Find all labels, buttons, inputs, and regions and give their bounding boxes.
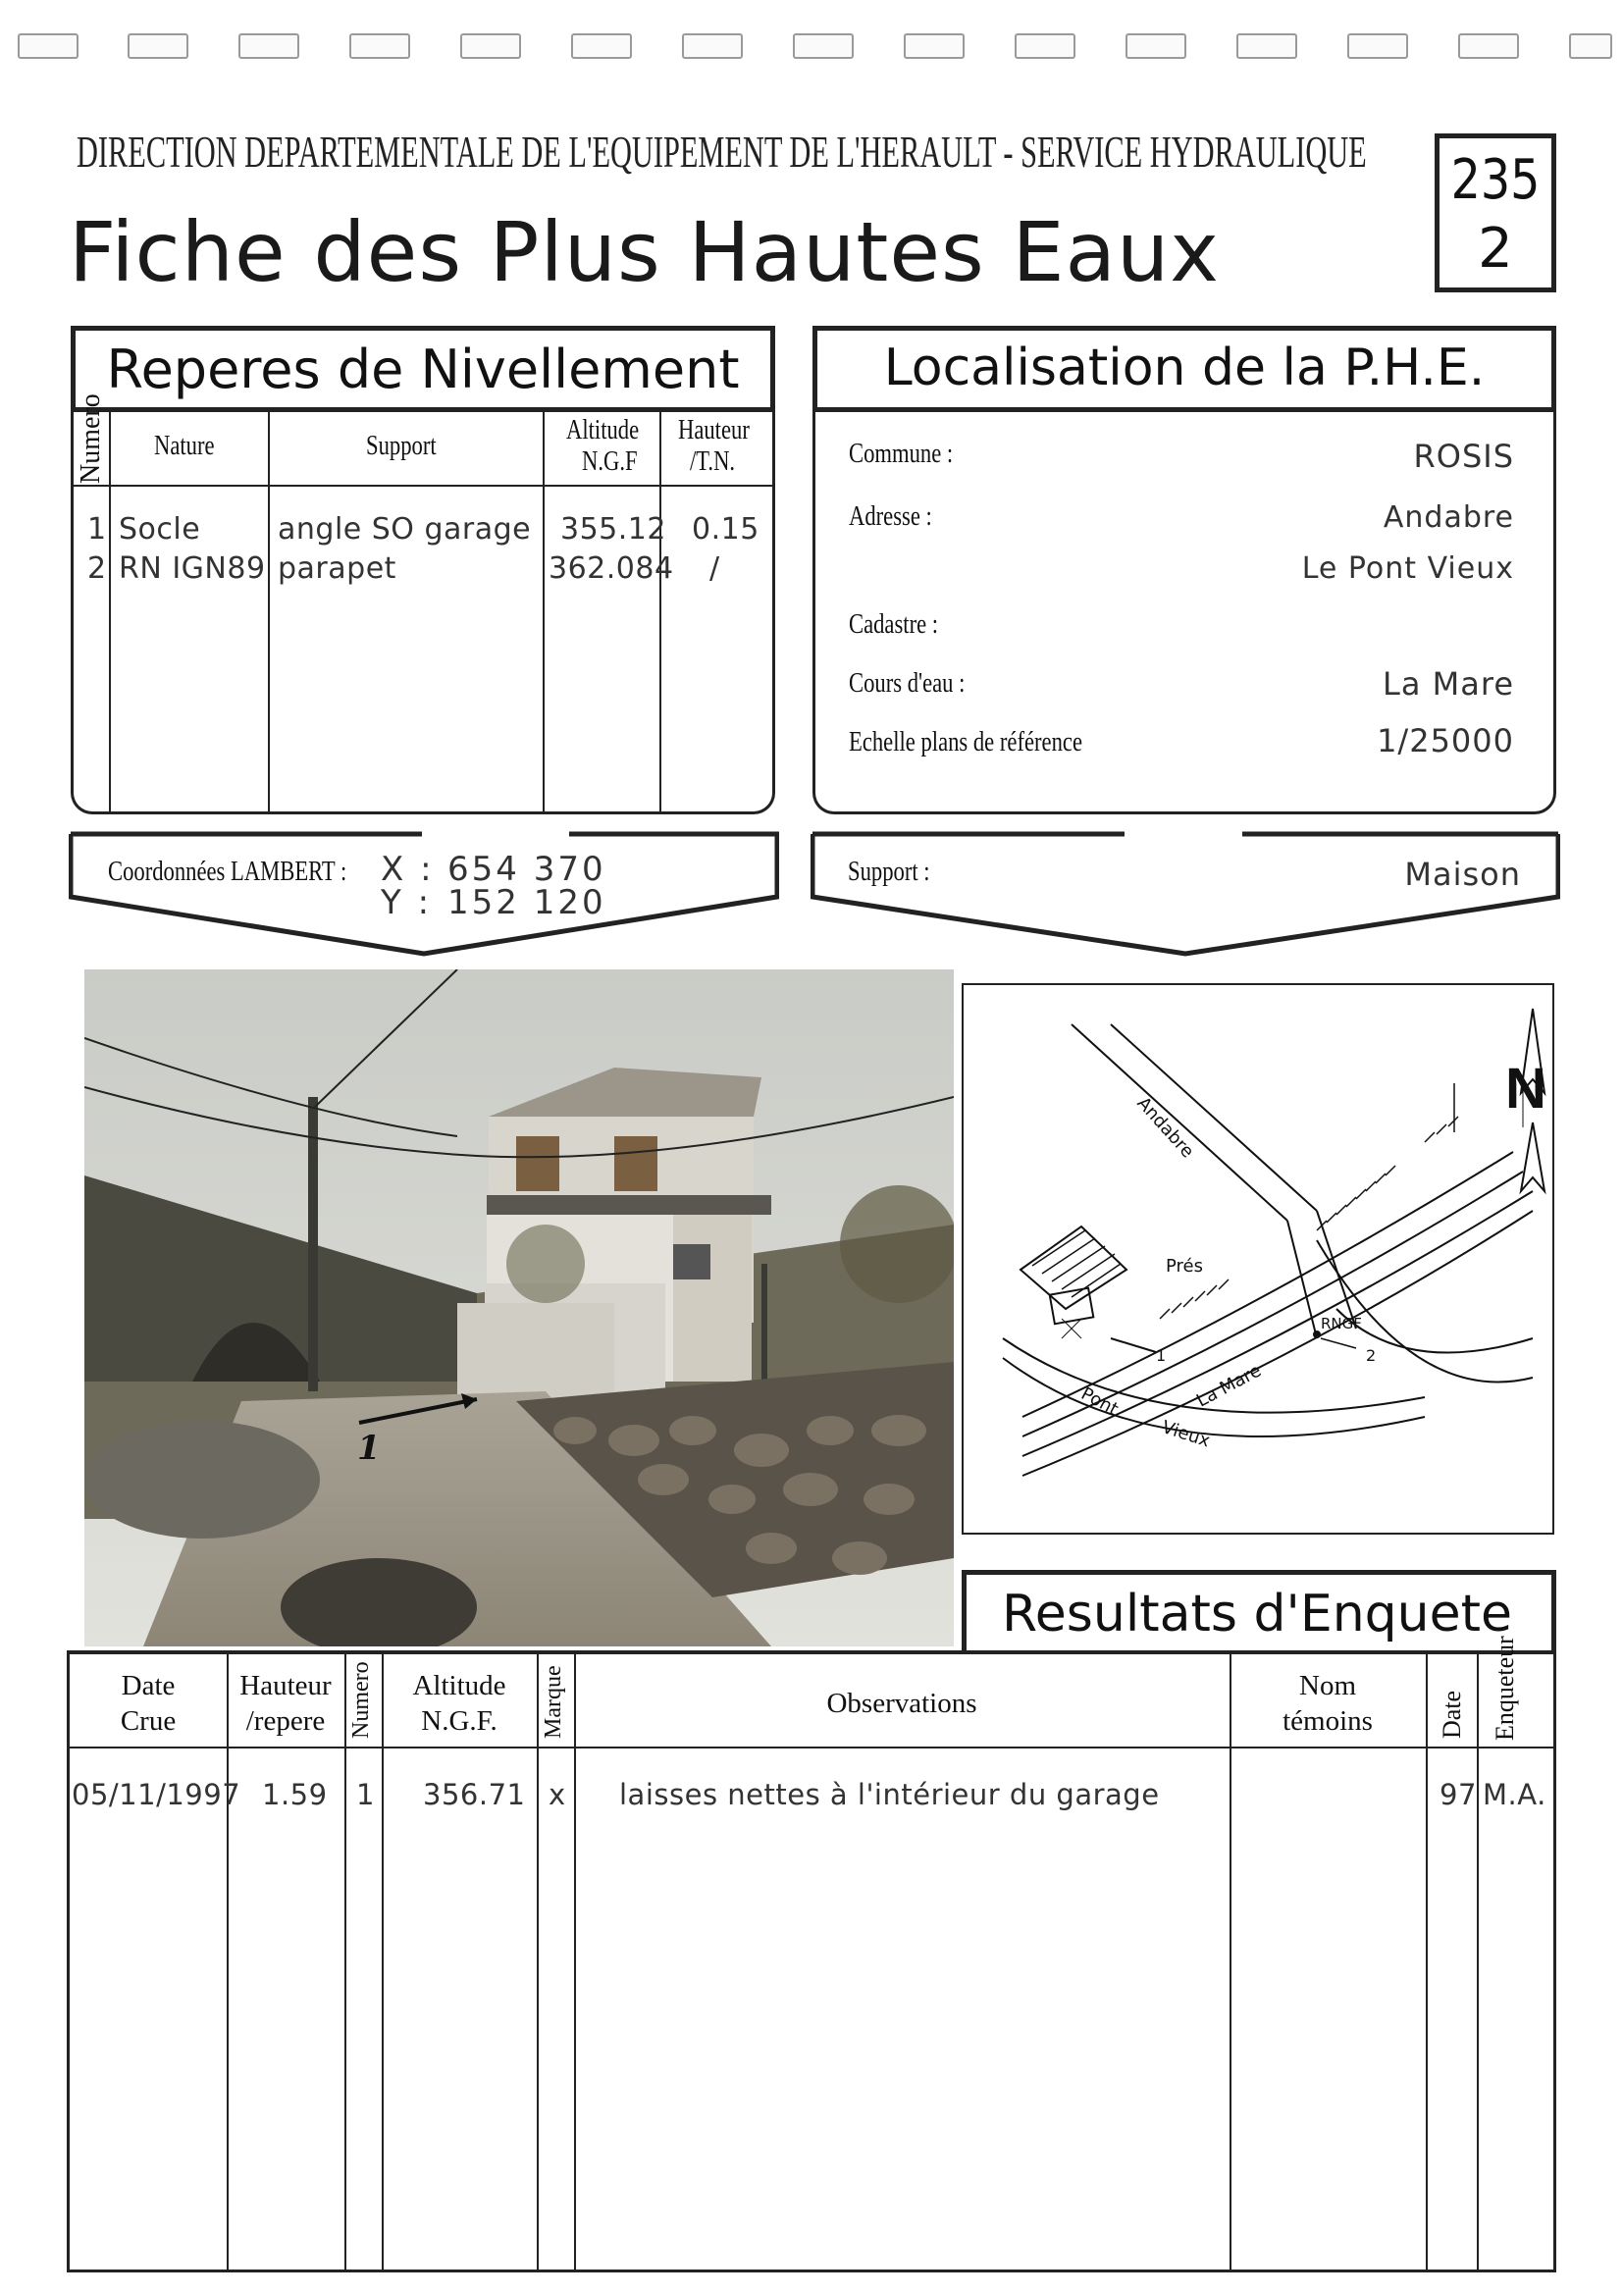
header-numero: Numero xyxy=(76,393,106,484)
header-altitude: Altitude N.G.F. xyxy=(412,1670,506,1737)
header-hauteur-repere: Hauteur /repere xyxy=(239,1670,332,1737)
header-divider xyxy=(70,1747,1553,1748)
header-enqueteur: Enqueteur xyxy=(1491,1636,1519,1741)
col-divider xyxy=(659,410,661,811)
row-marque: x xyxy=(549,1778,566,1811)
reperes-title: Reperes de Nivellement xyxy=(106,339,740,400)
row-altitude: 355.12 xyxy=(560,512,666,547)
echelle-label: Echelle plans de référence xyxy=(849,726,1082,757)
header-marque: Marque xyxy=(541,1665,566,1739)
row-altitude: 356.71 xyxy=(423,1778,526,1811)
lambert-x-label: X : xyxy=(381,850,435,889)
cours-eau-label: Cours d'eau : xyxy=(849,667,966,699)
support-label: Support : xyxy=(848,856,930,887)
header-date-enquete: Date xyxy=(1438,1690,1466,1739)
col-divider xyxy=(268,410,270,811)
punch-hole xyxy=(1236,33,1297,59)
header-hauteur-unit: /T.N. xyxy=(690,445,736,477)
adresse-line1: Andabre xyxy=(1383,500,1514,535)
row-altitude: 362.084 xyxy=(549,551,674,586)
header-altitude-unit: N.G.F xyxy=(582,445,638,477)
punch-hole xyxy=(682,33,743,59)
punch-hole xyxy=(1126,33,1186,59)
header-date-crue: Date Crue xyxy=(120,1670,177,1737)
header-numero: Numero xyxy=(348,1661,374,1739)
punch-hole xyxy=(1458,33,1519,59)
punch-hole xyxy=(571,33,632,59)
lambert-y-value: 152 120 xyxy=(447,883,606,922)
reference-number: 235 xyxy=(1450,148,1541,212)
row-support: parapet xyxy=(278,551,396,586)
adresse-line2: Le Pont Vieux xyxy=(1301,551,1514,586)
map-label-rngf: RNGF xyxy=(1321,1315,1362,1332)
reperes-table xyxy=(71,393,775,814)
row-enqueteur: M.A. xyxy=(1483,1778,1546,1811)
map-label-vieux: Vieux xyxy=(1159,1417,1213,1452)
reference-subnumber: 2 xyxy=(1478,217,1513,281)
row-nature: RN IGN89 xyxy=(119,551,266,586)
row-date-enquete: 97 xyxy=(1440,1778,1477,1811)
row-number: 2 xyxy=(87,551,107,586)
punch-hole xyxy=(1569,33,1612,59)
location-map xyxy=(962,983,1554,1535)
row-support: angle SO garage xyxy=(278,512,532,547)
localisation-panel xyxy=(812,410,1556,814)
header-support: Support xyxy=(366,430,437,461)
support-value: Maison xyxy=(1404,856,1521,893)
header-divider xyxy=(74,485,772,487)
page-title: Fiche des Plus Hautes Eaux xyxy=(69,204,1220,300)
resultats-title: Resultats d'Enquete xyxy=(1002,1585,1512,1644)
localisation-title-box xyxy=(812,326,1556,412)
lambert-x-value: 654 370 xyxy=(447,850,606,889)
row-numero: 1 xyxy=(356,1778,375,1811)
row-hauteur: 0.15 xyxy=(692,512,759,547)
reperes-title-box xyxy=(71,326,775,412)
punch-hole xyxy=(793,33,854,59)
commune-label: Commune : xyxy=(849,438,954,469)
map-label-pont: Pont xyxy=(1077,1383,1123,1421)
header-hauteur: Hauteur xyxy=(678,414,750,445)
header-nature: Nature xyxy=(154,430,215,461)
row-date: 05/11/1997 xyxy=(72,1778,241,1811)
lambert-label: Coordonnées LAMBERT : xyxy=(108,856,347,887)
row-nature: Socle xyxy=(119,512,201,547)
row-observations: laisses nettes à l'intérieur du garage xyxy=(619,1778,1160,1811)
row-number: 1 xyxy=(87,512,107,547)
cours-eau-value: La Mare xyxy=(1383,665,1514,703)
punch-hole xyxy=(1015,33,1075,59)
org-header: DIRECTION DEPARTEMENTALE DE L'EQUIPEMENT DE L'HERAULT - SERVICE HYDRAULIQUE xyxy=(77,127,1367,177)
punch-hole xyxy=(238,33,299,59)
site-photo xyxy=(84,969,954,1646)
header-altitude: Altitude xyxy=(566,414,640,445)
punch-hole xyxy=(18,33,79,59)
map-north-label: N xyxy=(1505,1057,1546,1121)
lambert-y-label: Y : xyxy=(381,883,433,922)
adresse-label: Adresse : xyxy=(849,500,932,532)
map-label-la-mare: La Mare xyxy=(1193,1360,1265,1412)
map-label-point1: 1 xyxy=(1156,1346,1167,1365)
row-hauteur: 1.59 xyxy=(262,1778,328,1811)
resultats-title-box xyxy=(962,1570,1556,1652)
punch-hole xyxy=(460,33,521,59)
punch-hole xyxy=(904,33,965,59)
resultats-table xyxy=(67,1636,1556,2272)
map-label-andabre: Andabre xyxy=(1132,1093,1198,1163)
cadastre-label: Cadastre : xyxy=(849,608,939,640)
support-shape xyxy=(811,830,1560,958)
map-drawing xyxy=(964,985,1552,1533)
punch-hole xyxy=(1347,33,1408,59)
punch-hole xyxy=(349,33,410,59)
photo-marker-label: 1 xyxy=(357,1429,381,1468)
header-nom-temoins: Nom témoins xyxy=(1283,1670,1373,1737)
header-observations: Observations xyxy=(826,1688,977,1719)
map-label-point2: 2 xyxy=(1366,1346,1377,1365)
commune-value: ROSIS xyxy=(1413,438,1514,475)
echelle-value: 1/25000 xyxy=(1377,722,1514,759)
col-divider xyxy=(109,410,111,811)
col-divider xyxy=(543,410,545,811)
reference-box xyxy=(1435,133,1556,292)
row-hauteur: / xyxy=(709,551,720,586)
punch-hole xyxy=(128,33,188,59)
map-label-pres: Prés xyxy=(1166,1256,1203,1277)
localisation-title: Localisation de la P.H.E. xyxy=(883,339,1486,397)
